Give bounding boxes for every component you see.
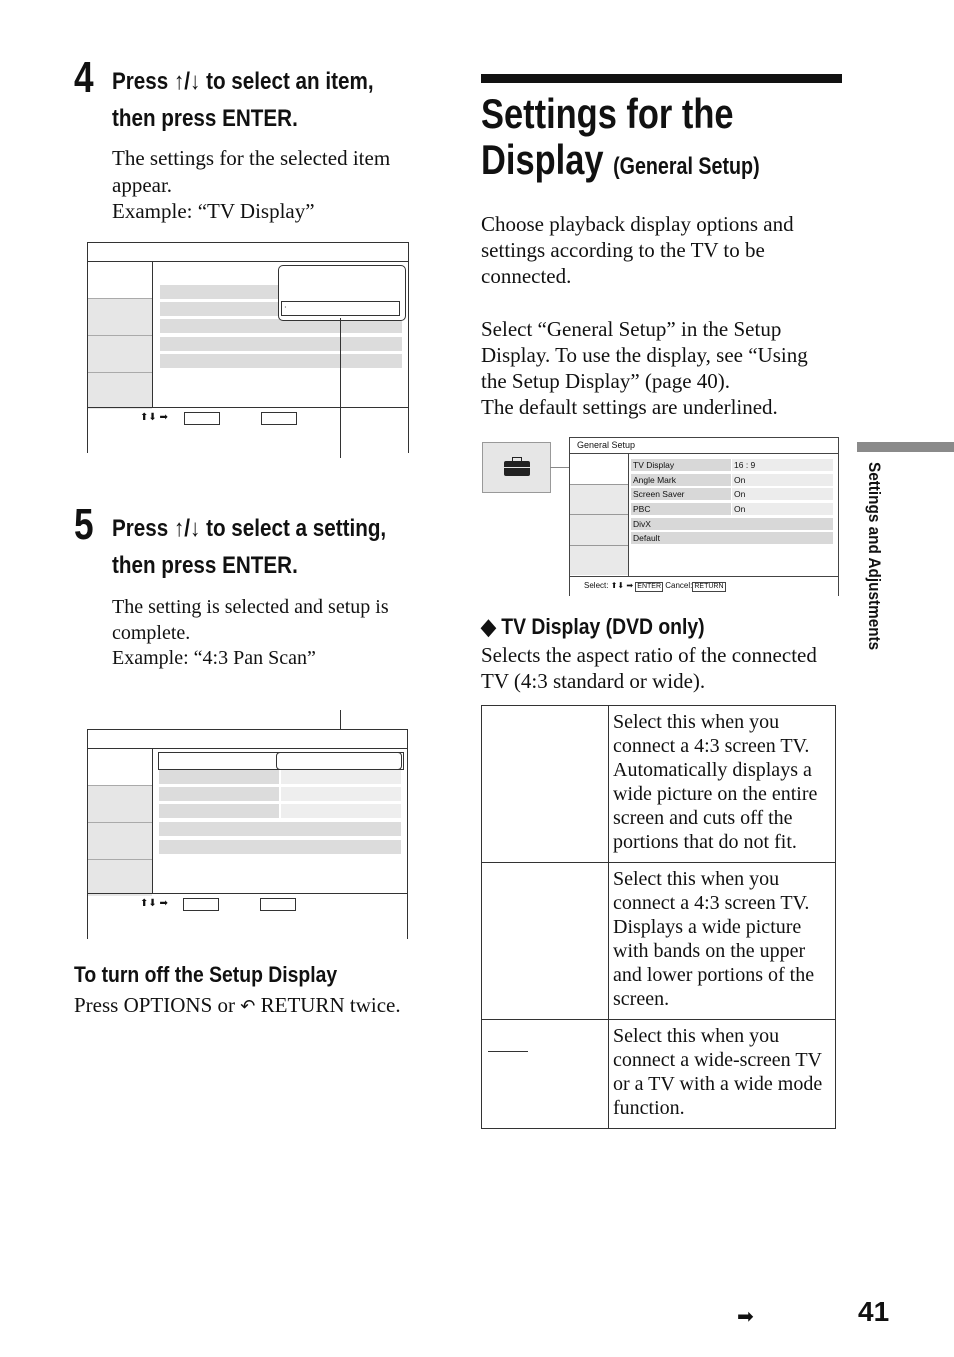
toolbox-icon [504, 461, 530, 476]
tv-display-heading-text: TV Display (DVD only) [501, 614, 705, 639]
option-desc: Select this when you connect a 4:3 screen TV. Automatically displays a wide picture on the entire screen and cuts off the portions that do not fit. [609, 706, 836, 863]
instr-line3: the Setup Display” (page 40). [481, 369, 731, 393]
step-4-body-line1: The settings for the selected item [112, 146, 391, 170]
intro-line1: Choose playback display options and [481, 212, 794, 236]
tv-display-desc-line1: Selects the aspect ratio of the connected [481, 643, 817, 667]
step-4-example: Example: “TV Display” [112, 199, 315, 223]
setup-row-pbc: PBC On [631, 503, 833, 515]
up-down-arrow-icon: ⬆⬇ ➡ [610, 581, 634, 590]
continue-arrow-icon: ➡ [737, 1304, 754, 1328]
setup-row-tv-display: TV Display 16 : 9 [631, 459, 833, 471]
turn-off-text-after: RETURN twice. [260, 993, 401, 1017]
callout-line-1 [340, 318, 341, 458]
option-desc: Select this when you connect a 4:3 screen TV. Displays a wide picture with bands on the upper and lower portions of the screen. [609, 863, 836, 1020]
section-title-line1: Settings for the [481, 90, 734, 137]
section-title-line2 [481, 136, 760, 191]
title-rule [481, 74, 842, 83]
general-setup-footer: Select: ⬆⬇ ➡ ENTER Cancel: RETURN [570, 576, 838, 597]
table-row [482, 706, 836, 863]
page-number: 41 [858, 1296, 890, 1327]
return-icon: ↶ [240, 996, 256, 1017]
step-5-body-line2: complete. [112, 622, 191, 644]
section-title-suffix: (General Setup) [613, 153, 760, 180]
side-tab-marker [857, 442, 954, 452]
setup-row-default: Default [631, 532, 833, 544]
setup-screen-illustration-1: · ⬆⬇ ➡ [87, 242, 409, 453]
turn-off-text [74, 992, 401, 1021]
step-4-body-line2: appear. [112, 173, 173, 197]
toolbox-icon-box [482, 442, 551, 493]
option-desc: Select this when you connect a wide-screen TV or a TV with a wide mode function. [609, 1020, 836, 1129]
general-setup-header: General Setup [570, 438, 838, 454]
tv-display-options-table [481, 705, 836, 1129]
step-5-number: 5 [74, 500, 94, 549]
enter-key-label: ENTER [637, 583, 662, 590]
setup-row-divx: DivX [631, 518, 833, 530]
option-name [482, 1020, 609, 1129]
tv-display-heading [481, 614, 705, 640]
instr-line4: The default settings are underlined. [481, 395, 778, 419]
setup-row-angle-mark: Angle Mark On [631, 474, 833, 486]
tv-display-desc-line2: TV (4:3 standard or wide). [481, 669, 706, 693]
setup-screen-illustration-2: ⬆⬇ ➡ [87, 729, 408, 939]
table-row [482, 1020, 836, 1129]
section-title-display: Display [481, 136, 604, 183]
step-4-heading-line1: Press ↑/↓ to select an item, [112, 68, 374, 95]
option-name [482, 706, 609, 863]
instr-line2: Display. To use the display, see “Using [481, 343, 808, 367]
side-section-label: Settings and Adjustments [865, 462, 884, 651]
diamond-bullet-icon: ◆ [481, 614, 496, 639]
step-5-heading-line2: then press ENTER. [112, 552, 298, 579]
step-5-body-line1: The setting is selected and setup is [112, 596, 389, 618]
intro-line2: settings according to the TV to be [481, 238, 765, 262]
table-row [482, 863, 836, 1020]
turn-off-text-before: Press OPTIONS or [74, 993, 236, 1017]
option-name [482, 863, 609, 1020]
step-4-number: 4 [74, 53, 94, 102]
step-5-example: Example: “4:3 Pan Scan” [112, 647, 316, 669]
intro-line3: connected. [481, 264, 572, 288]
turn-off-heading: To turn off the Setup Display [74, 962, 338, 987]
return-key-label: RETURN [694, 583, 724, 590]
instr-line1: Select “General Setup” in the Setup [481, 317, 782, 341]
general-setup-screen [569, 437, 839, 596]
step-4-heading-line2: then press ENTER. [112, 105, 298, 132]
step-5-heading-line1: Press ↑/↓ to select a setting, [112, 515, 387, 542]
default-underline [488, 1039, 528, 1052]
setup-row-screen-saver: Screen Saver On [631, 488, 833, 500]
